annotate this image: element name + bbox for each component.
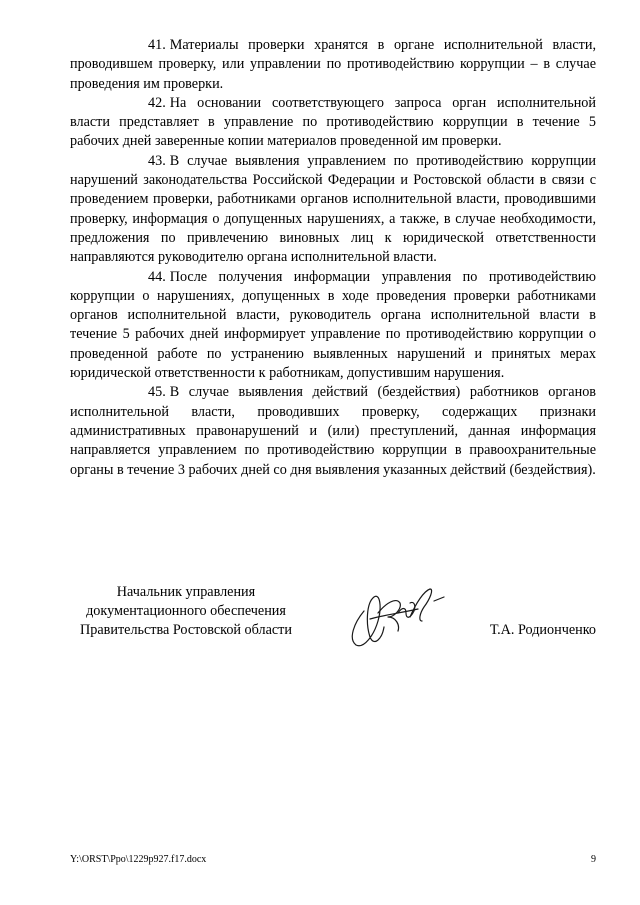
paragraph-text: В случае выявления действий (бездействия) работников органов исполнительной власти, проводивших проверку, содержащих признаки административных правонарушений и (или) преступлений, данная информация направляется управлением по противодействию коррупции в правоохранительные органы в течение 3 рабочих дней со дня выявления указанных действий (бездействия). <box>70 384 596 478</box>
position-line: Начальник управления <box>116 584 256 600</box>
paragraph-42 <box>70 94 596 152</box>
position-line: Правительства Ростовской области <box>80 622 292 638</box>
paragraph-number: 44. <box>148 268 166 285</box>
paragraph-41 <box>70 36 596 94</box>
signatory-name: Т.А. Родионченко <box>489 622 596 638</box>
paragraph-number: 43. <box>148 152 166 169</box>
file-path: Y:\ORST\Ppo\1229p927.f17.docx <box>70 854 207 865</box>
signature-block <box>70 583 596 673</box>
paragraph-text: Материалы проверки хранятся в органе исполнительной власти, проводившем проверку, или управлении по противодействию коррупции – в случае проведения им проверки. <box>70 37 596 92</box>
paragraph-text: В случае выявления управлением по противодействию коррупции нарушений законодательства Российской Федерации и Ростовской области в связи с проведением проверки, работниками органов исполнительной власти, проводившими проверку, информация о допущенных нарушениях, а также, в случае необходимости, предложения по привлечению виновных лиц к юридической ответственности направляются руководителю органа исполнительной власти. <box>70 152 596 266</box>
paragraph-text: После получения информации управления по противодействию коррупции о нарушениях, допущенных в ходе проведения проверки работниками органов исполнительной власти, руководитель органа исполнительной власти в течение 5 рабочих дней информирует управление по противодействию коррупции о проведенной работе по устранению выявленных нарушений и принятых мерах юридической ответственности к работникам, допустившим нарушения. <box>70 268 596 382</box>
position-line: документационного обеспечения <box>86 603 286 619</box>
page-number: 9 <box>591 854 596 865</box>
paragraph-text: На основании соответствующего запроса орган исполнительной власти представляет в управление по противодействию коррупции в течение 5 рабочих дней заверенные копии материалов проведенной им проверки. <box>70 94 596 150</box>
signatory-position <box>70 583 302 640</box>
handwritten-signature-icon <box>344 573 454 657</box>
paragraph-43 <box>70 152 596 268</box>
paragraph-number: 45. <box>148 384 166 401</box>
paragraph-number: 42. <box>148 94 166 111</box>
paragraph-44 <box>70 268 596 384</box>
paragraph-45 <box>70 383 596 479</box>
document-body <box>70 36 596 480</box>
paragraph-number: 41. <box>148 37 166 53</box>
